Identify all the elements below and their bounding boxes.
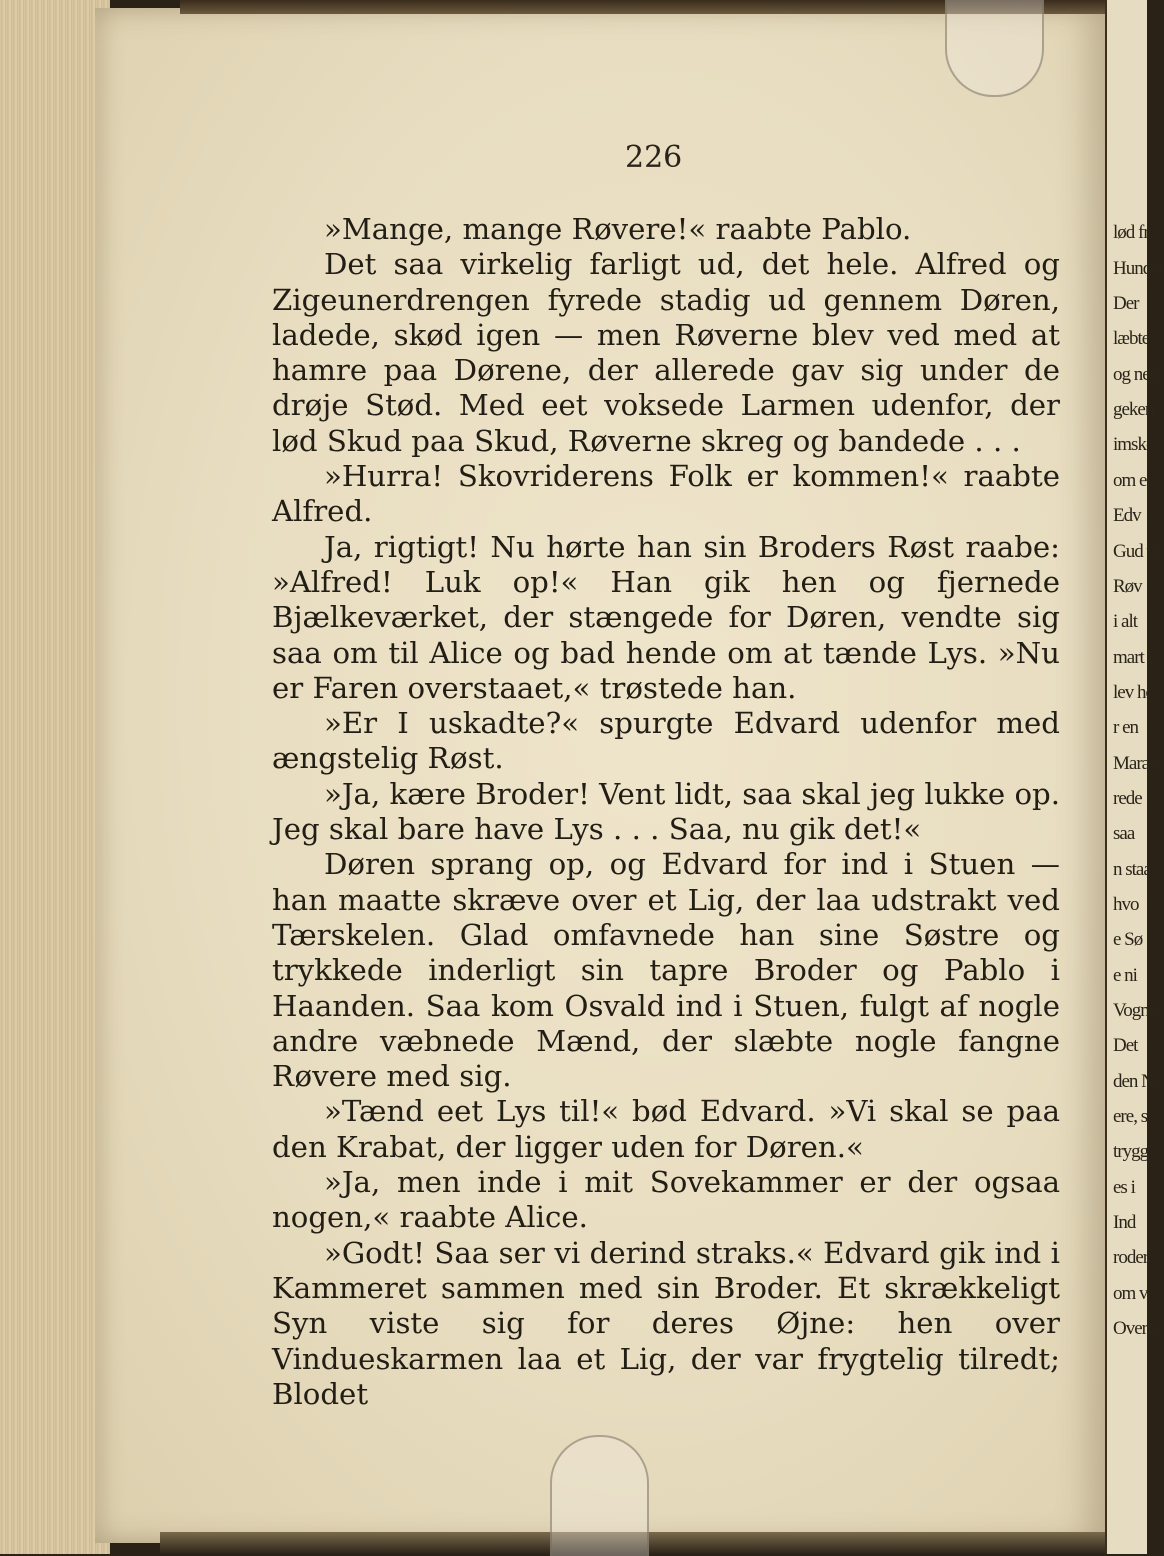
paragraph: »Er I uskadte?« spurgte Edvard udenfor med ængstelig Røst. bbox=[272, 706, 1060, 776]
facing-page-fragment: Røv bbox=[1113, 576, 1142, 597]
facing-page-fragment: rede bbox=[1113, 788, 1142, 809]
facing-page-fragment: læbte bbox=[1113, 328, 1150, 349]
facing-page-fragment: ere, s bbox=[1113, 1106, 1148, 1127]
facing-page-fragment: n staa bbox=[1113, 859, 1151, 880]
facing-page-fragment: Overfa bbox=[1113, 1318, 1160, 1339]
paragraph: »Mange, mange Røvere!« raabte Pablo. bbox=[324, 212, 912, 246]
paragraph: »Tænd eet Lys til!« bød Edvard. »Vi skal se paa den Krabat, der ligger uden for Døren.« bbox=[272, 1094, 1060, 1164]
facing-page-fragment: e Sø bbox=[1113, 929, 1143, 950]
paragraph: »Godt! Saa ser vi derind straks.« Edvard gik ind i Kammeret sammen med sin Broder. Et skrækkeligt Syn viste sig for deres Øjne: hen over Vindueskarmen laa et Lig, der var frygtelig tilredt; Blodet bbox=[272, 1235, 1060, 1411]
facing-page-fragment: Det bbox=[1113, 1035, 1138, 1056]
facing-page-fragment: e ni bbox=[1113, 965, 1137, 986]
facing-page-fragment: om ee bbox=[1113, 470, 1154, 491]
paragraph: »Hurra! Skovriderens Folk er kommen!« raabte Alfred. bbox=[272, 459, 1060, 529]
paragraph: »Ja, men inde i mit Sovekammer er der ogsaa nogen,« raabte Alice. bbox=[272, 1165, 1060, 1235]
facing-page-fragment: saa bbox=[1113, 823, 1135, 844]
facing-page-fragment: Der bbox=[1113, 293, 1139, 314]
facing-page-fragment: r en bbox=[1113, 717, 1139, 738]
facing-page-fragment: imske bbox=[1113, 434, 1154, 455]
facing-page-fragment: Edv bbox=[1113, 505, 1141, 526]
facing-page-fragment: mart i bbox=[1113, 647, 1152, 668]
facing-page-fragment: Vogner bbox=[1113, 1000, 1162, 1021]
facing-page-fragment: hvo bbox=[1113, 894, 1139, 915]
book-page-edges bbox=[0, 0, 110, 1554]
facing-page-fragment: lød fr bbox=[1113, 222, 1149, 243]
paragraph: Døren sprang op, og Edvard for ind i Stuen — han maatte skræve over et Lig, der laa udstrakt ved Tærskelen. Glad omfavnede han sine Søstre og trykkede inderligt sin tapre Broder og Pablo i Haanden. Saa kom Osvald ind i Stuen, fulgt af nogle andre væbnede Mænd, der slæbte nogle fangne Røvere med sig. bbox=[272, 847, 1060, 1094]
scan-clip-bottom bbox=[550, 1435, 649, 1556]
facing-page-fragment: om v bbox=[1113, 1283, 1148, 1304]
paragraph: Ja, rigtigt! Nu hørte han sin Broders Røst raabe: »Alfred! Luk op!« Han gik hen og fjernede Bjælkeværket, der stængede for Døren, vendte sig saa om til Alice og bad hende om at tænde Lys. »Nu er Faren overstaaet,« trøstede han. bbox=[272, 529, 1060, 705]
facing-page-fragment: i alt bbox=[1113, 611, 1138, 632]
facing-page-fragment: Ind bbox=[1113, 1212, 1136, 1233]
facing-page-fragment: og ned bbox=[1113, 364, 1159, 385]
facing-page-fragment: geken bbox=[1113, 399, 1154, 420]
facing-page-fragment: den Na bbox=[1113, 1071, 1162, 1092]
facing-page-fragment: Hunder bbox=[1113, 258, 1164, 279]
facing-page-edge bbox=[1105, 0, 1164, 1554]
facing-page-fragment: trygg bbox=[1113, 1141, 1149, 1162]
paragraph: »Ja, kære Broder! Vent lidt, saa skal jeg lukke op. Jeg skal bare have Lys . . . Saa, nu gik det!« bbox=[272, 776, 1060, 847]
paragraph: Det saa virkelig farligt ud, det hele. Alfred og Zigeunerdrengen fyrede stadig ud gennem Døren, ladede, skød igen — men Røverne blev ved med at hamre paa Dørene, der allerede gav sig under de drøje Stød. Med eet voksede Larmen udenfor, der lød Skud paa Skud, Røverne skreg og bandede . . . bbox=[272, 247, 1060, 458]
page-number: 226 bbox=[625, 140, 683, 175]
body-text bbox=[272, 212, 1060, 1412]
facing-page-fragment: roder bbox=[1113, 1247, 1149, 1268]
facing-page-fragment: es i bbox=[1113, 1177, 1135, 1198]
facing-page-fragment: lev hc bbox=[1113, 682, 1153, 703]
scan-clip-top bbox=[945, 0, 1044, 97]
facing-page-fragment: Gud ve bbox=[1113, 541, 1163, 562]
facing-page-fragment: Maras bbox=[1113, 753, 1156, 774]
